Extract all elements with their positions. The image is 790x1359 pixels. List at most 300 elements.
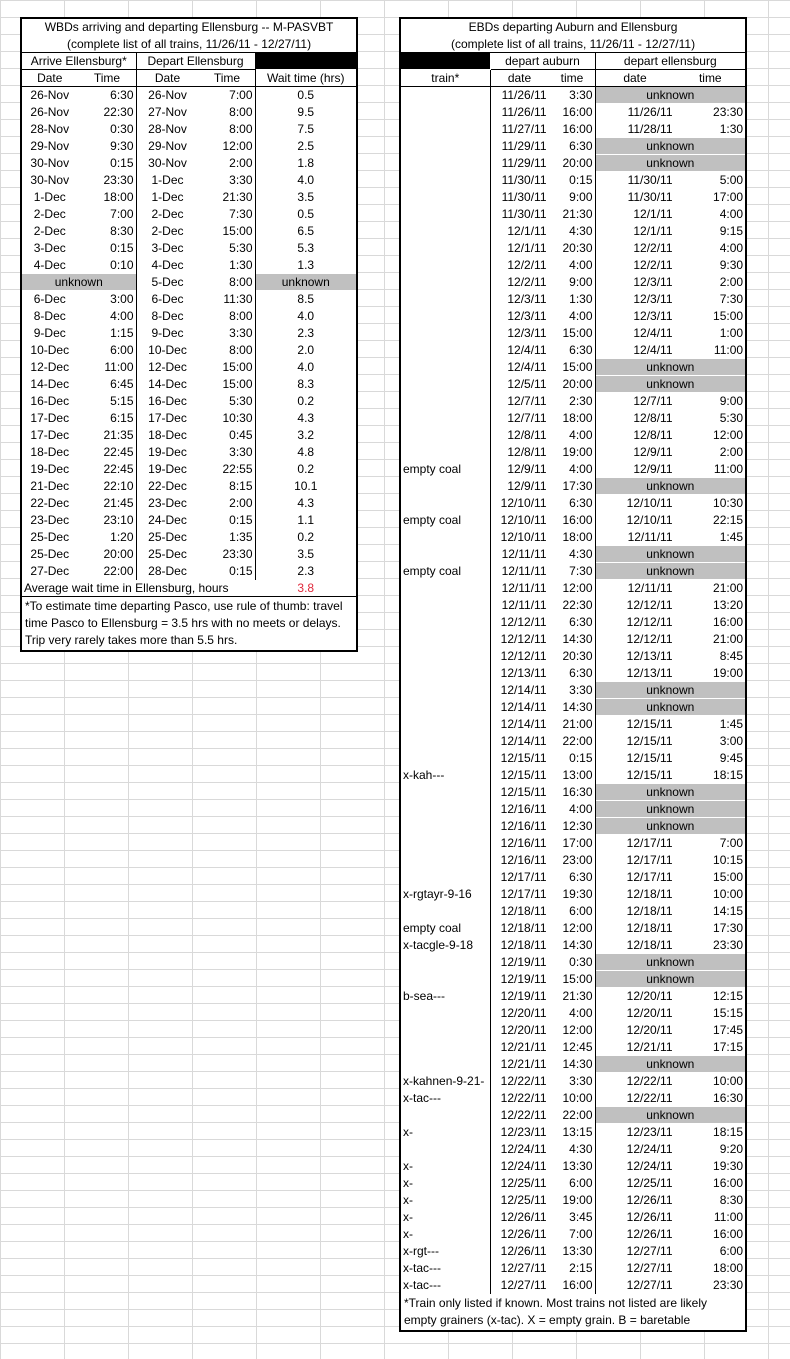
auburn-date: 12/3/11: [507, 326, 547, 340]
right-table-subtitle: (complete list of all trains, 11/26/11 - 12/27/11): [400, 36, 746, 53]
col-date: date: [595, 70, 675, 87]
table-row: [21, 257, 357, 274]
train-type: [400, 631, 490, 648]
train-type: x-kahnen-9-21-: [400, 1073, 490, 1090]
ellensburg-date: 12/4/11: [633, 326, 673, 340]
auburn-date: 12/17/11: [500, 870, 547, 884]
table-row: [21, 121, 357, 138]
col-train: train*: [400, 70, 490, 87]
depart-date: 17-Dec: [148, 411, 187, 425]
depart-date: 26-Nov: [148, 88, 187, 102]
table-row: [400, 818, 746, 835]
auburn-time: 6:30: [549, 138, 595, 155]
ellensburg-time: 11:00: [713, 343, 744, 357]
auburn-time: 13:00: [549, 767, 595, 784]
train-type: [400, 155, 490, 172]
ellensburg-time: 11:00: [713, 462, 744, 476]
train-type: [400, 750, 490, 767]
table-row: [400, 478, 746, 495]
train-type: [400, 648, 490, 665]
depart-time: 5:30: [199, 393, 255, 410]
col-time: time: [549, 70, 595, 87]
depart-time: 15:00: [199, 223, 255, 240]
ellensburg-time: 21:00: [713, 581, 744, 595]
table-row: [400, 903, 746, 920]
table-row: [21, 461, 357, 478]
table-row: [21, 495, 357, 512]
left-table-body: [21, 87, 357, 580]
ellensburg-time: 10:00: [713, 887, 744, 901]
left-table-title: WBDs arriving and departing Ellensburg -- M-PASVBT: [44, 20, 334, 34]
arrive-time: 22:10: [78, 478, 136, 495]
ellensburg-date: 12/20/11: [626, 989, 673, 1003]
col-date: Date: [21, 70, 78, 87]
depart-date: 3-Dec: [151, 241, 184, 255]
train-type: [400, 206, 490, 223]
table-row: [400, 767, 746, 784]
arrive-date: 25-Dec: [30, 547, 70, 561]
auburn-time: 4:30: [549, 546, 595, 563]
depart-date: 19-Dec: [148, 462, 187, 476]
depart-time: 8:00: [199, 308, 255, 325]
wait-time: 1.3: [297, 258, 315, 272]
auburn-time: 12:30: [549, 818, 595, 835]
arrive-time: 0:30: [78, 121, 136, 138]
unknown-cell: unknown: [595, 1107, 746, 1124]
table-row: [21, 223, 357, 240]
ellensburg-time: 16:00: [713, 1176, 744, 1190]
train-type: x-rgt---: [400, 1243, 490, 1260]
ellensburg-time: 9:20: [719, 1142, 744, 1156]
table-row: [21, 359, 357, 376]
wait-time: 4.3: [297, 496, 315, 510]
table-row: [400, 1090, 746, 1107]
arrive-date: 28-Nov: [30, 122, 70, 136]
table-row: [400, 886, 746, 903]
depart-date: 29-Nov: [148, 139, 187, 153]
auburn-time: 4:00: [549, 257, 595, 274]
auburn-date: 12/7/11: [507, 394, 547, 408]
unknown-cell: unknown: [595, 563, 746, 580]
table-row: [400, 614, 746, 631]
auburn-date: 11/30/11: [501, 173, 547, 187]
col-time: Time: [199, 70, 255, 87]
ellensburg-date: 11/26/11: [627, 105, 673, 119]
auburn-time: 6:00: [549, 1175, 595, 1192]
ellensburg-time: 15:00: [713, 870, 744, 884]
ellensburg-date: 12/9/11: [633, 462, 673, 476]
table-row: [400, 801, 746, 818]
table-row: [400, 444, 746, 461]
train-type: [400, 410, 490, 427]
auburn-time: 15:00: [549, 971, 595, 988]
train-type: [400, 852, 490, 869]
train-type: [400, 614, 490, 631]
arrive-date: 4-Dec: [33, 258, 66, 272]
depart-date: 6-Dec: [151, 292, 184, 306]
wait-time: 1.1: [297, 513, 315, 527]
depart-date: 19-Dec: [148, 445, 187, 459]
depart-date: 23-Dec: [148, 496, 187, 510]
arrive-date: 26-Nov: [30, 88, 70, 102]
depart-date: 14-Dec: [148, 377, 187, 391]
arrive-time: 20:00: [78, 546, 136, 563]
black-header-cell: [255, 53, 357, 70]
train-type: [400, 971, 490, 988]
arrive-date: 17-Dec: [30, 428, 70, 442]
table-row: [400, 1243, 746, 1260]
arrive-time: 3:00: [78, 291, 136, 308]
auburn-date: 12/11/11: [501, 547, 547, 561]
ellensburg-time: 18:15: [713, 1125, 744, 1139]
ellensburg-date: 12/15/11: [626, 734, 673, 748]
depart-time: 0:45: [199, 427, 255, 444]
unknown-cell: unknown: [255, 274, 357, 291]
auburn-date: 11/26/11: [501, 105, 547, 119]
table-row: [400, 716, 746, 733]
auburn-date: 11/30/11: [501, 190, 547, 204]
ellensburg-date: 12/20/11: [626, 1006, 673, 1020]
train-type: x-tac---: [400, 1277, 490, 1294]
table-row: [400, 869, 746, 886]
table-row: [400, 172, 746, 189]
ellensburg-time: 5:30: [719, 411, 744, 425]
ellensburg-date: 12/26/11: [626, 1227, 673, 1241]
auburn-date: 12/12/11: [500, 615, 547, 629]
auburn-time: 12:00: [549, 920, 595, 937]
table-row: [400, 121, 746, 138]
auburn-date: 12/15/11: [500, 785, 547, 799]
train-type: [400, 325, 490, 342]
arrive-date: 14-Dec: [30, 377, 70, 391]
auburn-date: 12/19/11: [500, 955, 547, 969]
auburn-time: 19:00: [549, 1192, 595, 1209]
table-row: [400, 240, 746, 257]
train-type: [400, 121, 490, 138]
wait-time: 4.0: [297, 309, 315, 323]
auburn-date: 12/22/11: [500, 1074, 547, 1088]
auburn-time: 6:30: [549, 342, 595, 359]
ellensburg-date: 12/1/11: [633, 224, 673, 238]
auburn-time: 4:00: [549, 1005, 595, 1022]
arrive-date: 17-Dec: [30, 411, 70, 425]
table-row: [400, 971, 746, 988]
ellensburg-date: 12/13/11: [626, 649, 673, 663]
auburn-date: 12/17/11: [500, 887, 547, 901]
auburn-date: 12/3/11: [507, 292, 547, 306]
table-row: [21, 189, 357, 206]
table-row: [400, 1005, 746, 1022]
table-row: [400, 835, 746, 852]
ellensburg-time: 6:00: [719, 1244, 744, 1258]
table-row: [400, 988, 746, 1005]
auburn-date: 12/14/11: [500, 700, 547, 714]
auburn-time: 0:30: [549, 954, 595, 971]
auburn-time: 2:30: [549, 393, 595, 410]
table-row: [400, 206, 746, 223]
ellensburg-date: 11/28/11: [627, 122, 673, 136]
auburn-date: 11/29/11: [501, 156, 547, 170]
auburn-date: 12/1/11: [507, 241, 547, 255]
col-wait-time: Wait time (hrs): [255, 70, 357, 87]
unknown-cell: unknown: [595, 478, 746, 495]
ellensburg-time: 8:30: [719, 1193, 744, 1207]
ellensburg-date: 12/27/11: [626, 1278, 673, 1292]
auburn-date: 12/14/11: [500, 717, 547, 731]
auburn-date: 12/16/11: [500, 802, 547, 816]
unknown-cell: unknown: [595, 954, 746, 971]
table-row: [400, 920, 746, 937]
auburn-date: 12/7/11: [507, 411, 547, 425]
table-row: [21, 87, 357, 104]
arrive-date: 19-Dec: [30, 462, 70, 476]
auburn-date: 12/21/11: [500, 1040, 547, 1054]
auburn-date: 12/12/11: [500, 649, 547, 663]
unknown-cell: unknown: [595, 376, 746, 393]
ellensburg-date: 12/13/11: [626, 666, 673, 680]
wait-time: 4.3: [297, 411, 315, 425]
auburn-date: 11/26/11: [501, 88, 547, 102]
depart-time: 23:30: [199, 546, 255, 563]
wait-time: 4.0: [297, 360, 315, 374]
ebd-auburn-ellensburg-table: [399, 17, 747, 1332]
train-type: [400, 1039, 490, 1056]
ellensburg-time: 9:45: [719, 751, 744, 765]
auburn-date: 12/18/11: [500, 938, 547, 952]
average-value: 3.8: [255, 580, 357, 597]
arrive-time: 4:00: [78, 308, 136, 325]
arrive-date: 26-Nov: [30, 105, 70, 119]
auburn-time: 21:00: [549, 716, 595, 733]
auburn-date: 12/16/11: [500, 853, 547, 867]
auburn-date: 12/25/11: [500, 1193, 547, 1207]
table-row: [21, 274, 357, 291]
depart-date: 25-Dec: [148, 530, 187, 544]
unknown-cell: unknown: [595, 699, 746, 716]
arrive-date: 9-Dec: [33, 326, 66, 340]
ellensburg-date: 12/27/11: [626, 1244, 673, 1258]
train-type: empty coal: [400, 563, 490, 580]
wait-time: 2.3: [297, 326, 315, 340]
train-type: [400, 172, 490, 189]
depart-date: 24-Dec: [148, 513, 187, 527]
train-type: [400, 597, 490, 614]
train-type: b-sea---: [400, 988, 490, 1005]
wait-time: 8.3: [297, 377, 315, 391]
table-row: [400, 580, 746, 597]
train-type: [400, 393, 490, 410]
depart-auburn-header: depart auburn: [490, 53, 595, 70]
table-row: [21, 155, 357, 172]
auburn-date: 12/9/11: [507, 462, 547, 476]
arrive-date: 29-Nov: [30, 139, 70, 153]
table-row: [400, 1175, 746, 1192]
train-type: [400, 784, 490, 801]
table-row: [400, 699, 746, 716]
auburn-date: 12/24/11: [500, 1142, 547, 1156]
train-type: [400, 308, 490, 325]
ellensburg-time: 17:45: [713, 1023, 744, 1037]
train-type: [400, 291, 490, 308]
wait-time: 3.5: [297, 190, 315, 204]
depart-date: 1-Dec: [151, 190, 184, 204]
ellensburg-date: 12/3/11: [633, 275, 673, 289]
unknown-cell: unknown: [595, 155, 746, 172]
train-type: [400, 444, 490, 461]
wait-time: 2.5: [297, 139, 315, 153]
ellensburg-time: 10:00: [713, 1074, 744, 1088]
arrive-time: 8:30: [78, 223, 136, 240]
auburn-date: 12/11/11: [501, 598, 547, 612]
wait-time: 2.0: [297, 343, 315, 357]
auburn-time: 23:00: [549, 852, 595, 869]
auburn-time: 17:00: [549, 835, 595, 852]
depart-date: 5-Dec: [151, 275, 184, 289]
train-type: empty coal: [400, 512, 490, 529]
train-type: [400, 495, 490, 512]
auburn-time: 10:00: [549, 1090, 595, 1107]
auburn-date: 12/22/11: [500, 1091, 547, 1105]
ellensburg-date: 12/9/11: [633, 445, 673, 459]
table-row: [400, 954, 746, 971]
train-type: [400, 869, 490, 886]
train-type: [400, 733, 490, 750]
wait-time: 0.5: [297, 88, 315, 102]
average-label: Average wait time in Ellensburg, hours: [21, 580, 255, 597]
train-type: x-: [400, 1226, 490, 1243]
auburn-time: 14:30: [549, 937, 595, 954]
table-row: [400, 1141, 746, 1158]
table-row: [400, 529, 746, 546]
auburn-date: 12/13/11: [500, 666, 547, 680]
train-type: [400, 682, 490, 699]
depart-time: 8:00: [199, 121, 255, 138]
arrive-time: 11:00: [78, 359, 136, 376]
ellensburg-date: 11/30/11: [627, 190, 673, 204]
ellensburg-time: 16:30: [713, 1091, 744, 1105]
auburn-date: 12/8/11: [507, 445, 547, 459]
arrive-time: 23:10: [78, 512, 136, 529]
col-time: Time: [78, 70, 136, 87]
auburn-date: 12/3/11: [507, 309, 547, 323]
ellensburg-date: 12/15/11: [626, 717, 673, 731]
arrive-date: 1-Dec: [33, 190, 66, 204]
wait-time: 5.3: [297, 241, 315, 255]
auburn-date: 12/26/11: [500, 1244, 547, 1258]
table-row: [400, 750, 746, 767]
depart-time: 2:00: [199, 155, 255, 172]
arrive-time: 7:00: [78, 206, 136, 223]
arrive-time: 22:00: [78, 563, 136, 580]
unknown-cell: unknown: [595, 784, 746, 801]
table-row: [400, 155, 746, 172]
ellensburg-time: 10:30: [713, 496, 744, 510]
ellensburg-time: 16:00: [713, 615, 744, 629]
auburn-date: 12/15/11: [500, 751, 547, 765]
ellensburg-time: 12:15: [713, 989, 744, 1003]
table-row: [21, 308, 357, 325]
ellensburg-time: 17:00: [713, 190, 744, 204]
ellensburg-time: 13:20: [713, 598, 744, 612]
arrive-time: 6:45: [78, 376, 136, 393]
table-row: [21, 410, 357, 427]
table-row: [21, 240, 357, 257]
ellensburg-time: 8:45: [719, 649, 744, 663]
auburn-time: 3:45: [549, 1209, 595, 1226]
auburn-date: 12/14/11: [500, 683, 547, 697]
auburn-date: 12/4/11: [507, 360, 547, 374]
ellensburg-time: 5:00: [719, 173, 744, 187]
train-type: [400, 87, 490, 104]
train-type: [400, 342, 490, 359]
ellensburg-time: 7:00: [719, 836, 744, 850]
auburn-time: 13:30: [549, 1158, 595, 1175]
auburn-time: 6:30: [549, 869, 595, 886]
table-row: [21, 427, 357, 444]
depart-time: 22:55: [199, 461, 255, 478]
table-row: [400, 393, 746, 410]
train-type: [400, 478, 490, 495]
auburn-date: 12/26/11: [500, 1227, 547, 1241]
train-type: [400, 189, 490, 206]
auburn-time: 20:00: [549, 155, 595, 172]
train-type: [400, 376, 490, 393]
auburn-time: 9:00: [549, 189, 595, 206]
train-type: [400, 954, 490, 971]
ellensburg-time: 14:15: [713, 904, 744, 918]
train-type: [400, 1022, 490, 1039]
arrive-time: 6:00: [78, 342, 136, 359]
wait-time: 0.2: [297, 394, 315, 408]
ellensburg-date: 12/3/11: [633, 292, 673, 306]
depart-time: 21:30: [199, 189, 255, 206]
train-type: [400, 1141, 490, 1158]
depart-date: 28-Dec: [148, 564, 187, 578]
auburn-time: 15:00: [549, 325, 595, 342]
arrive-date: 3-Dec: [33, 241, 66, 255]
train-type: [400, 903, 490, 920]
ellensburg-time: 1:45: [719, 717, 744, 731]
ellensburg-time: 23:30: [713, 938, 744, 952]
auburn-date: 12/2/11: [507, 275, 547, 289]
depart-time: 8:00: [199, 104, 255, 121]
auburn-time: 7:30: [549, 563, 595, 580]
train-type: [400, 274, 490, 291]
train-type: [400, 240, 490, 257]
auburn-date: 12/11/11: [501, 564, 547, 578]
ellensburg-date: 12/17/11: [626, 870, 673, 884]
auburn-time: 12:00: [549, 580, 595, 597]
auburn-time: 16:00: [549, 512, 595, 529]
depart-date: 22-Dec: [148, 479, 187, 493]
arrive-date: 6-Dec: [33, 292, 66, 306]
table-row: [400, 427, 746, 444]
table-row: [21, 512, 357, 529]
table-row: [400, 733, 746, 750]
black-header-cell: [400, 53, 490, 70]
table-row: [400, 257, 746, 274]
table-row: [400, 1107, 746, 1124]
depart-time: 8:15: [199, 478, 255, 495]
arrive-time: 5:15: [78, 393, 136, 410]
wait-time: 9.5: [297, 105, 315, 119]
ellensburg-date: 12/17/11: [626, 853, 673, 867]
auburn-date: 12/10/11: [500, 496, 547, 510]
table-row: [400, 784, 746, 801]
depart-time: 3:30: [199, 325, 255, 342]
table-row: [400, 1192, 746, 1209]
auburn-date: 12/14/11: [500, 734, 547, 748]
